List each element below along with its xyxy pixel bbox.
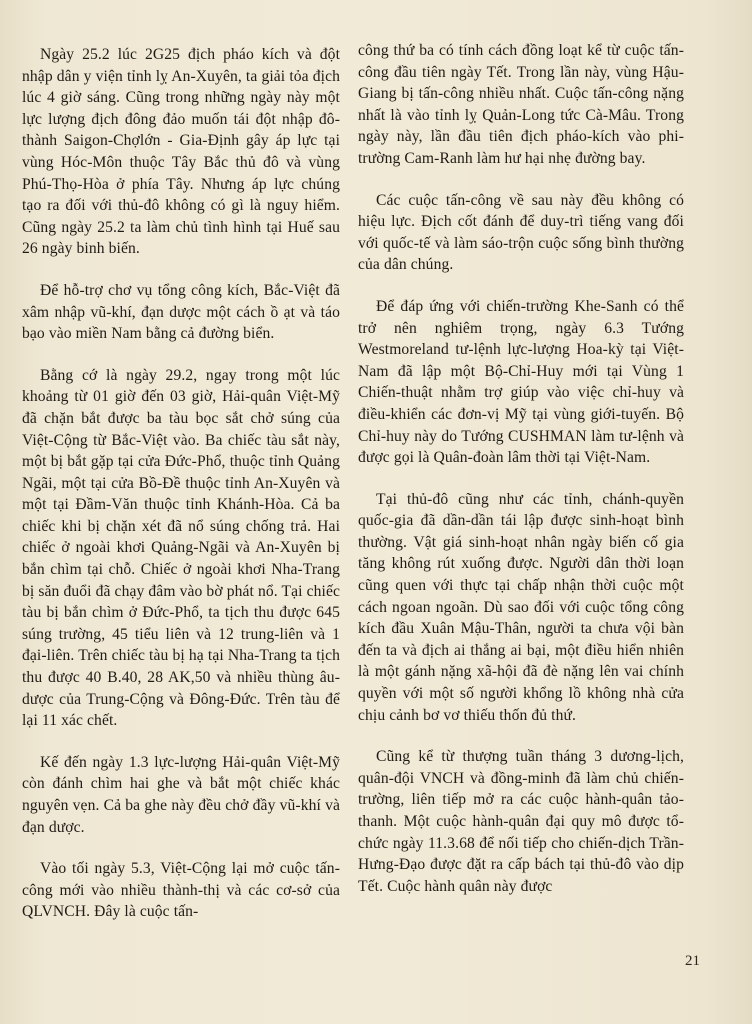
- paragraph: Các cuộc tấn-công về sau này đều không có hiệu lực. Địch cốt đánh để duy-trì tiếng vang đối với quốc-tế và làm sáo-trộn cuộc sống bình thường của dân chúng.: [358, 191, 684, 274]
- right-text-column: [358, 40, 684, 917]
- paragraph: Bằng cớ là ngày 29.2, ngay trong một lúc khoảng từ 01 giờ đến 03 giờ, Hải-quân Việt-Mỹ đã chặn bắt được ba tàu bọc sắt chở súng của Việt-Cộng từ Bắc-Việt vào. Ba chiếc tàu sắt này, một bị bắt gặp tại cửa Đức-Phổ, thuộc tỉnh Quảng Ngãi, một tại cửa Bồ-Đề thuộc tỉnh An-Xuyên và một tại Đầm-Văn thuộc tỉnh Khánh-Hòa. Cả ba chiếc khi bị chặn xét đã nổ súng chống trả. Hai chiếc ở ngoài khơi Quảng-Ngãi và An-Xuyên bị bắn chìm tại chỗ. Chiếc ở ngoài khơi Nha-Trang bị săn đuổi đã chạy đâm vào bờ phát nổ. Tại chiếc tàu bị bắn chìm ở Đức-Phổ, ta tịch thu được 645 súng trường, 45 tiểu liên và 12 trung-liên và 1 đại-liên. Trên chiếc tàu bị hạ tại Nha-Trang ta tịch thu được 40 B.40, 28 AK,50 và nhiều thùng âu-dược của Trung-Cộng và Đông-Đức. Trên tàu để lại 11 xác chết.: [22, 366, 340, 730]
- paragraph: Kế đến ngày 1.3 lực-lượng Hải-quân Việt-Mỹ còn đánh chìm hai ghe và bắt một chiếc khác nguyên vẹn. Cả ba ghe này đều chở đầy vũ-khí và đạn dược.: [22, 753, 340, 836]
- paragraph: Tại thủ-đô cũng như các tỉnh, chánh-quyền quốc-gia đã dần-dần tái lập được sinh-hoạt bình thường. Vật giá sinh-hoạt nhân ngày biến cố gia tăng không rút xuống được. Người dân thời loạn cũng quen với thực tại chấp nhận thời cuộc một cách ngoan ngoãn. Dù sao đối với cuộc tổng công kích đầu Xuân Mậu-Thân, người ta chưa vội bàn đến ta và địch ai thắng ai bại, một điều hiển nhiên là một gánh nặng xã-hội đã đè nặng lên vai chính quyền với một số người khổng lồ không nhà cửa chịu cảnh bơ vơ thiếu thốn đủ thứ.: [358, 490, 684, 724]
- paragraph: Để đáp ứng với chiến-trường Khe-Sanh có thể trở nên nghiêm trọng, ngày 6.3 Tướng Westmoreland tư-lệnh lực-lượng Hoa-kỳ tại Việt-Nam đã lập một Bộ-Chỉ-Huy mới tại Vùng 1 Chiến-thuật nhằm trợ giúp vào việc chỉ-huy và điều-khiển các đơn-vị Mỹ tại vùng giới-tuyến. Bộ Chỉ-huy này do Tướng CUSHMAN làm tư-lệnh và được gọi là Quân-đoàn lâm thời tại Việt-Nam.: [358, 297, 684, 467]
- paragraph: Ngày 25.2 lúc 2G25 địch pháo kích và đột nhập dân y viện tỉnh lỵ An-Xuyên, ta giải tỏa địch lúc 4 giờ sáng. Cũng trong những ngày này một lực lượng địch đông đảo muốn tái đột nhập đô-thành Saigon-Chợlớn - Gia-Định gây áp lực tại vùng Hóc-Môn thuộc Tây Bắc thủ đô và vùng Phú-Thọ-Hòa ở phía Tây. Nhưng áp lực chúng tạo ra đối với thủ-đô không có gì là nguy hiểm. Cũng ngày 25.2 ta làm chủ tình hình tại Huế sau 26 ngày binh biến.: [22, 46, 340, 258]
- paragraph: Vào tối ngày 5.3, Việt-Cộng lại mở cuộc tấn-công mới vào nhiều thành-thị và các cơ-sở của QLVNCH. Đây là cuộc tấn-: [22, 860, 340, 921]
- paragraph: Cũng kể từ thượng tuần tháng 3 dương-lịch, quân-đội VNCH và đồng-minh đã làm chủ chiến-trường, liên tiếp mở ra các cuộc hành-quân tảo-thanh. Một cuộc hành-quân đại quy mô được tổ-chức ngày 11.3.68 để nối tiếp cho chiến-dịch Trần-Hưng-Đạo được đặt ra cấp bách tại thủ-đô vào dịp Tết. Cuộc hành quân này được: [358, 748, 684, 895]
- paragraph-continued: công thứ ba có tính cách đồng loạt kể từ cuộc tấn-công đầu tiên ngày Tết. Trong lần này, vùng Hậu-Giang bị tấn-công nhiều nhất. Cuộc tấn-công nặng nhất là vào tỉnh lỵ Quản-Long tức Cà-Mâu. Trong ngày này, lần đầu tiên địch pháo-kích vào phi-trường Cam-Ranh làm hư hại nhẹ đường bay.: [358, 42, 684, 167]
- paragraph: Để hỗ-trợ chơ vụ tổng công kích, Bắc-Việt đã xâm nhập vũ-khí, đạn dược một cách ồ ạt và táo bạo vào miền Nam bằng cả đường biển.: [22, 281, 340, 343]
- page-number: 21: [685, 953, 700, 969]
- left-text-column: [22, 44, 340, 943]
